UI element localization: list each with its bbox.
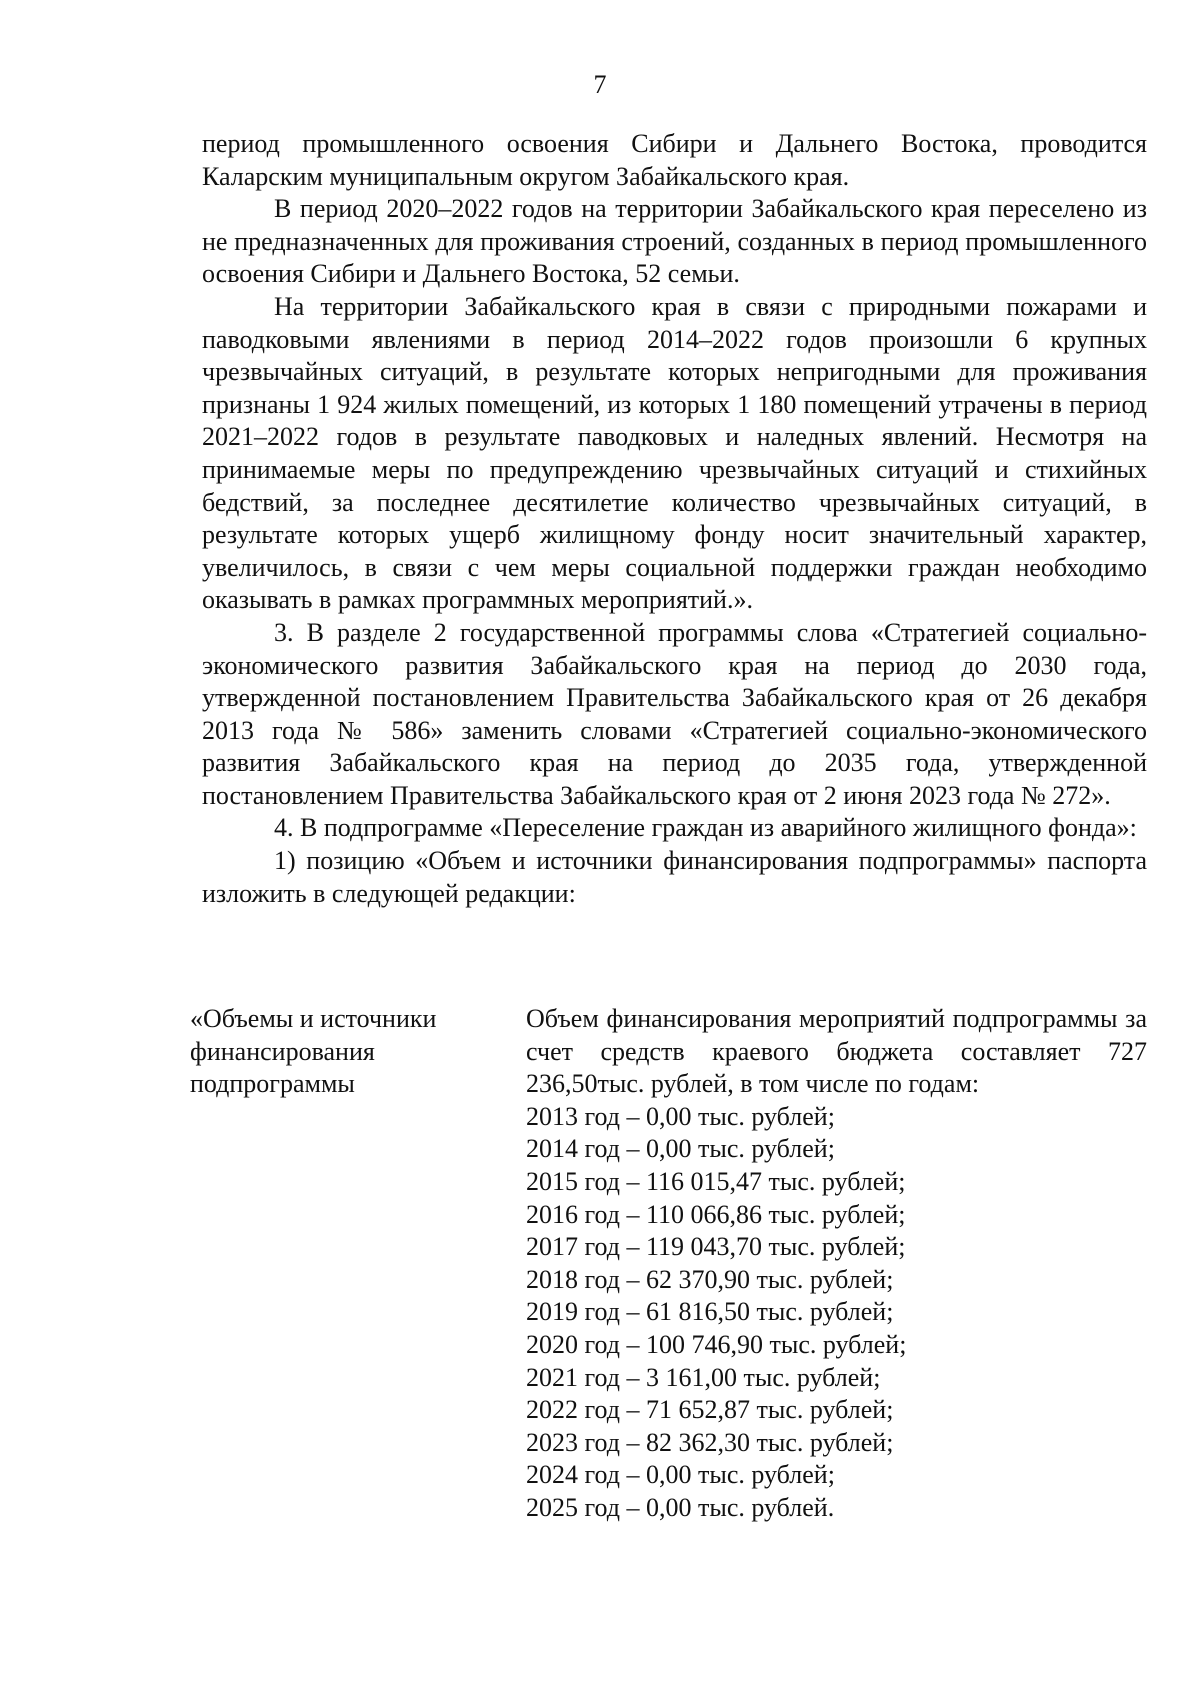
- paragraph-5: 4. В подпрограмме «Переселение граждан из аварийного жилищного фонда»:: [274, 813, 1137, 843]
- financing-year-item: 2017 год – 119 043,70 тыс. рублей;: [526, 1232, 906, 1262]
- financing-year-item: 2022 год – 71 652,87 тыс. рублей;: [526, 1395, 894, 1425]
- financing-intro: Объем финансирования мероприятий подпрограммы за счет средств краевого бюджета составляет 727 236,50тыс. рублей, в том числе по годам:: [526, 1004, 1147, 1099]
- financing-year-item: 2023 год – 82 362,30 тыс. рублей;: [526, 1427, 894, 1457]
- financing-year-item: 2021 год – 3 161,00 тыс. рублей;: [526, 1362, 881, 1392]
- paragraph-6: 1) позицию «Объем и источники финансирования подпрограммы» паспорта изложить в следующей редакции:: [202, 846, 1147, 908]
- body-text: [202, 128, 1147, 910]
- financing-year-list: [526, 1101, 1147, 1525]
- financing-year-item: 2018 год – 62 370,90 тыс. рублей;: [526, 1264, 894, 1294]
- financing-year-item: 2025 год – 0,00 тыс. рублей.: [526, 1492, 835, 1522]
- passport-row: [190, 1003, 1147, 1525]
- paragraph-1: период промышленного освоения Сибири и Дальнего Востока, проводится Каларским муниципальным округом Забайкальского края.: [202, 129, 1147, 191]
- passport-value: [526, 1003, 1147, 1525]
- financing-year-item: 2014 год – 0,00 тыс. рублей;: [526, 1134, 835, 1164]
- paragraph-3: На территории Забайкальского края в связи с природными пожарами и паводковыми явлениями в период 2014–2022 годов произошли 6 крупных чрезвычайных ситуаций, в результате которых непригодными для проживания признаны 1 924 жилых помещений, из которых 1 180 помещений утрачены в период 2021–2022 годов в результате паводковых и наледных явлений. Несмотря на принимаемые меры по предупреждению чрезвычайных ситуаций и стихийных бедствий, за последнее десятилетие количество чрезвычайных ситуаций, в результате которых ущерб жилищному фонду носит значительный характер, увеличилось, в связи с чем меры социальной поддержки граждан необходимо оказывать в рамках программных мероприятий.».: [202, 291, 1147, 615]
- passport-table: [190, 1003, 1147, 1525]
- paragraph-4: 3. В разделе 2 государственной программы слова «Стратегией социально-экономического развития Забайкальского края на период до 2030 года, утвержденной постановлением Правительства Забайкальского края от 26 декабря 2013 года № 586» заменить словами «Стратегией социально-экономического развития Забайкальского края на период до 2035 года, утвержденной постановлением Правительства Забайкальского края от 2 июня 2023 года № 272».: [202, 617, 1147, 810]
- passport-label-line: финансирования: [190, 1036, 375, 1066]
- passport-label-line: «Объемы и источники: [190, 1004, 437, 1033]
- financing-year-item: 2020 год – 100 746,90 тыс. рублей;: [526, 1329, 907, 1359]
- paragraph-2: В период 2020–2022 годов на территории Забайкальского края переселено из не предназначенных для проживания строений, созданных в период промышленного освоения Сибири и Дальнего Востока, 52 семьи.: [202, 194, 1147, 289]
- passport-label-line: подпрограммы: [190, 1069, 355, 1099]
- page-number: 7: [593, 70, 607, 99]
- financing-year-item: 2019 год – 61 816,50 тыс. рублей;: [526, 1297, 894, 1327]
- passport-label: [190, 1003, 526, 1525]
- financing-year-item: 2016 год – 110 066,86 тыс. рублей;: [526, 1199, 906, 1229]
- financing-year-item: 2013 год – 0,00 тыс. рублей;: [526, 1101, 835, 1131]
- financing-year-item: 2024 год – 0,00 тыс. рублей;: [526, 1460, 835, 1490]
- financing-year-item: 2015 год – 116 015,47 тыс. рублей;: [526, 1166, 906, 1196]
